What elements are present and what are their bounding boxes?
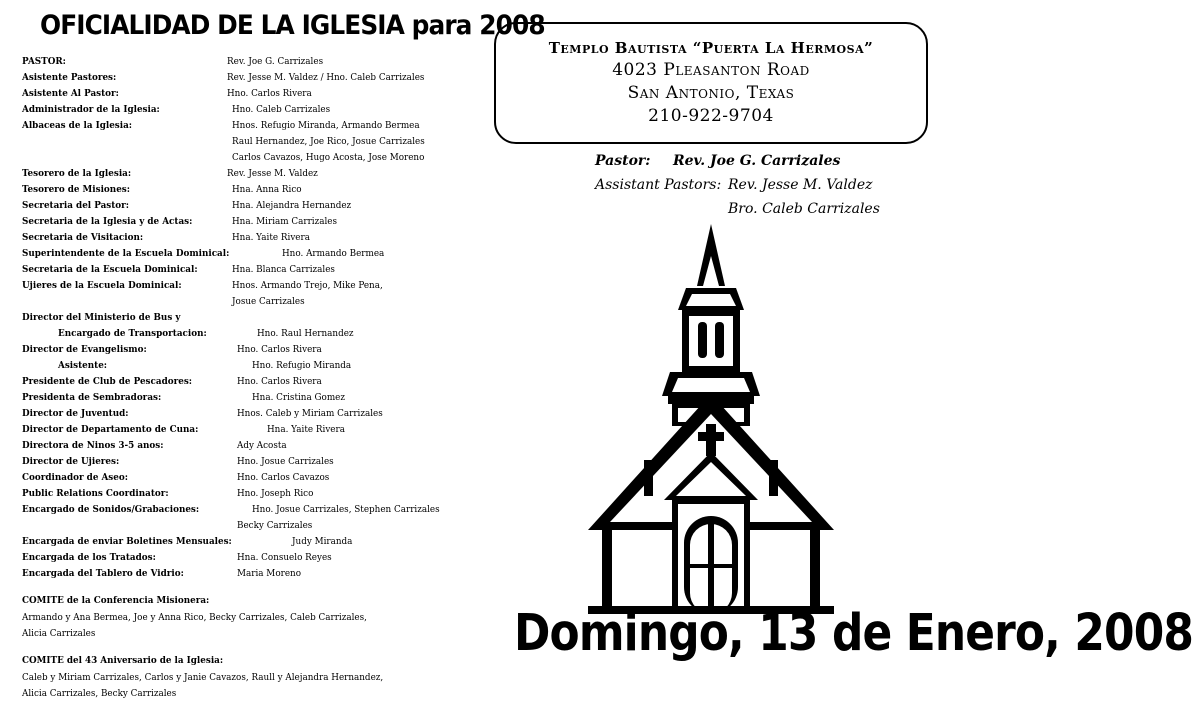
roster-name: Josue Carrizales: [232, 297, 305, 307]
roster-name: Hno. Carlos Cavazos: [237, 473, 330, 483]
officer-roster: [22, 54, 492, 702]
roster-row: [22, 166, 492, 182]
church-icon: [588, 224, 834, 614]
roster-role: Superintendente de la Escuela Dominical:: [22, 249, 230, 259]
roster-row: [22, 342, 492, 358]
roster-role: Director de Evangelismo:: [22, 345, 147, 355]
roster-row: [22, 294, 492, 310]
roster-role: Secretaria de la Escuela Dominical:: [22, 265, 198, 275]
roster-role: Asistente Pastores:: [22, 73, 117, 83]
roster-name: Hnos. Armando Trejo, Mike Pena,: [232, 281, 383, 291]
committee-title: COMITE de la Conferencia Misionera:: [22, 596, 210, 606]
roster-role: Encargado de Sonidos/Grabaciones:: [22, 505, 200, 515]
assistant-pastor-2: Bro. Caleb Carrizales: [728, 201, 880, 217]
roster-name: Ady Acosta: [237, 441, 287, 451]
committees: [22, 593, 492, 702]
roster-row: [22, 550, 492, 566]
roster-row: [22, 102, 492, 118]
roster-name: Hna. Miriam Carrizales: [232, 217, 338, 227]
roster-row: [22, 70, 492, 86]
roster-role: Tesorero de la Iglesia:: [22, 169, 132, 179]
roster-row: [22, 374, 492, 390]
roster-row: [22, 566, 492, 582]
roster-name: Hno. Refugio Miranda: [252, 361, 352, 371]
roster-row: [22, 534, 492, 550]
roster-role: Directora de Ninos 3-5 anos:: [22, 441, 164, 451]
committee-members: Caleb y Miriam Carrizales, Carlos y Janie Cavazos, Raull y Alejandra Hernandez,: [22, 673, 384, 683]
roster-role: Asistente Al Pastor:: [22, 89, 119, 99]
roster-role: Tesorero de Misiones:: [22, 185, 130, 195]
roster-name: Raul Hernandez, Joe Rico, Josue Carrizales: [232, 137, 425, 147]
roster-name: Hna. Yaite Rivera: [232, 233, 310, 243]
spacer: [22, 582, 492, 593]
roster-row: [22, 454, 492, 470]
church-address-box: [494, 22, 928, 144]
assistant-label: Assistant Pastors:: [595, 177, 722, 193]
roster-row: [22, 230, 492, 246]
committee-members: Alicia Carrizales, Becky Carrizales: [22, 689, 177, 699]
roster-row: [22, 278, 492, 294]
roster-row: [22, 198, 492, 214]
roster-name: Hnos. Refugio Miranda, Armando Bermea: [232, 121, 420, 131]
committee-members: Armando y Ana Bermea, Joe y Anna Rico, Becky Carrizales, Caleb Carrizales,: [22, 613, 367, 623]
roster-role: Secretaria del Pastor:: [22, 201, 130, 211]
roster-row: [22, 310, 492, 326]
roster-name: Hno. Raul Hernandez: [257, 329, 354, 339]
roster-row: [22, 486, 492, 502]
pastor-name: Rev. Joe G. Carrizales: [673, 153, 841, 169]
roster-role: Administrador de la Iglesia:: [22, 105, 160, 115]
roster-name: Rev. Joe G. Carrizales: [227, 57, 324, 67]
roster-row: [22, 518, 492, 534]
left-panel: [22, 0, 545, 720]
committee-title: COMITE del 43 Aniversario de la Iglesia:: [22, 656, 224, 666]
roster-role: Secretaria de Visitacion:: [22, 233, 144, 243]
roster-row: [22, 86, 492, 102]
roster-name: Hna. Anna Rico: [232, 185, 302, 195]
roster-name: Becky Carrizales: [237, 521, 313, 531]
page-title: OFICIALIDAD DE LA IGLESIA para 2008: [40, 10, 545, 41]
roster-row: [22, 502, 492, 518]
committee-members: Alicia Carrizales: [22, 629, 96, 639]
roster-row: [22, 54, 492, 70]
roster-name: Hna. Alejandra Hernandez: [232, 201, 352, 211]
church-name: Templo Bautista “Puerta La Hermosa”: [548, 39, 874, 57]
roster-row: [22, 150, 492, 166]
roster-row: [22, 326, 492, 342]
roster-role: Secretaria de la Iglesia y de Actas:: [22, 217, 193, 227]
roster-name: Carlos Cavazos, Hugo Acosta, Jose Moreno: [232, 153, 425, 163]
roster-name: Hno. Carlos Rivera: [227, 89, 312, 99]
roster-role: Public Relations Coordinator:: [22, 489, 169, 499]
roster-role: Director de Departamento de Cuna:: [22, 425, 199, 435]
roster-row: [22, 470, 492, 486]
roster-role: Presidenta de Sembradoras:: [22, 393, 162, 403]
roster-role: Director del Ministerio de Bus y: [22, 313, 181, 323]
roster-row: [22, 406, 492, 422]
roster-name: Rev. Jesse M. Valdez / Hno. Caleb Carrizales: [227, 73, 425, 83]
roster-name: Hna. Cristina Gomez: [252, 393, 345, 403]
spacer: [22, 642, 492, 653]
roster-row: [22, 358, 492, 374]
roster-name: Judy Miranda: [292, 537, 353, 547]
roster-name: Hno. Armando Bermea: [282, 249, 385, 259]
roster-row: [22, 390, 492, 406]
roster-name: Hno. Joseph Rico: [237, 489, 314, 499]
roster-role: Encargada del Tablero de Vidrio:: [22, 569, 184, 579]
roster-name: Hno. Josue Carrizales, Stephen Carrizales: [252, 505, 440, 515]
roster-row: [22, 134, 492, 150]
roster-name: Hno. Josue Carrizales: [237, 457, 334, 467]
roster-row: [22, 182, 492, 198]
roster-name: Maria Moreno: [237, 569, 301, 579]
church-city: San Antonio, Texas: [627, 83, 795, 103]
roster-name: Hna. Consuelo Reyes: [237, 553, 332, 563]
roster-row: [22, 422, 492, 438]
roster-name: Hno. Caleb Carrizales: [232, 105, 331, 115]
roster-role: Albaceas de la Iglesia:: [22, 121, 133, 131]
assistant-pastor-1: Rev. Jesse M. Valdez: [728, 177, 873, 193]
roster-role: Encargada de los Tratados:: [22, 553, 156, 563]
roster-row: [22, 118, 492, 134]
roster-name: Hna. Yaite Rivera: [267, 425, 345, 435]
roster-rows: [22, 54, 492, 582]
roster-role: Director de Ujieres:: [22, 457, 120, 467]
roster-row: [22, 246, 492, 262]
roster-name: Rev. Jesse M. Valdez: [227, 169, 318, 179]
date-banner: Domingo, 13 de Enero, 2008: [514, 604, 1193, 663]
roster-role: Encargado de Transportacion:: [58, 329, 207, 339]
church-phone: 210-922-9704: [648, 106, 774, 126]
roster-name: Hna. Blanca Carrizales: [232, 265, 335, 275]
pastor-label: Pastor:: [595, 153, 651, 169]
church-street: 4023 Pleasanton Road: [612, 60, 810, 80]
roster-role: Director de Juventud:: [22, 409, 129, 419]
roster-row: [22, 438, 492, 454]
roster-role: Presidente de Club de Pescadores:: [22, 377, 193, 387]
roster-role: PASTOR:: [22, 57, 66, 67]
roster-role: Coordinador de Aseo:: [22, 473, 128, 483]
roster-row: [22, 262, 492, 278]
roster-row: [22, 214, 492, 230]
roster-role: Encargada de enviar Boletines Mensuales:: [22, 537, 232, 547]
roster-name: Hno. Carlos Rivera: [237, 345, 322, 355]
roster-role: Asistente:: [58, 361, 108, 371]
roster-role: Ujieres de la Escuela Dominical:: [22, 281, 182, 291]
roster-name: Hnos. Caleb y Miriam Carrizales: [237, 409, 383, 419]
roster-name: Hno. Carlos Rivera: [237, 377, 322, 387]
